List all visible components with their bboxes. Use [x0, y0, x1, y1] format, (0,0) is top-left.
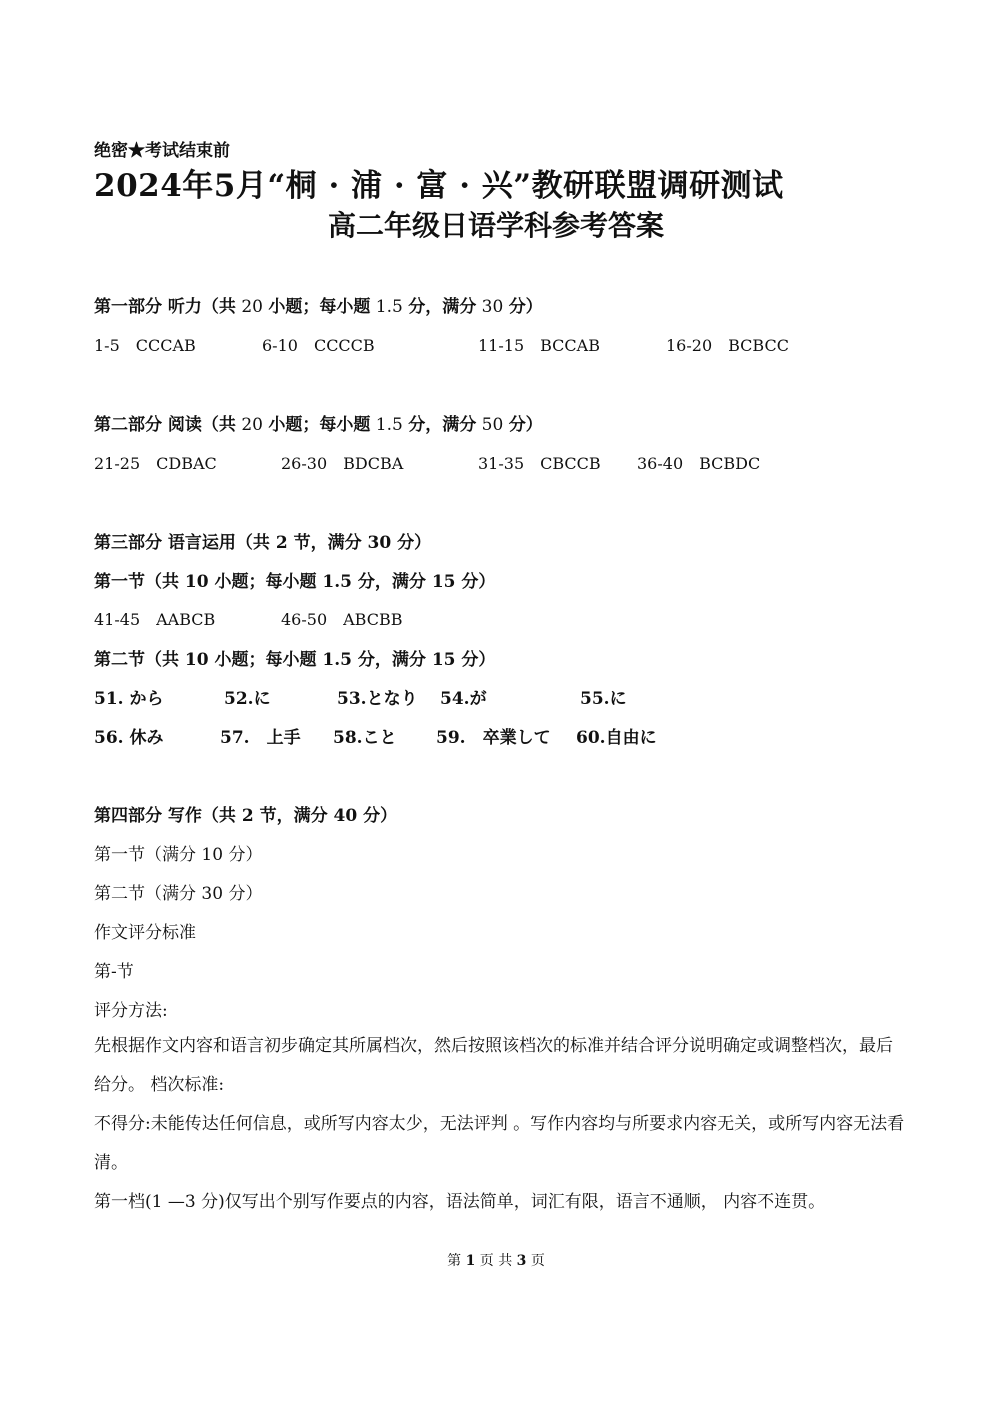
scoring-paragraph: 先根据作文内容和语言初步确定其所属档次，然后按照该档次的标准并结合评分说明确定或调整档次，最后给分。 档次标准: — [94, 1036, 893, 1095]
answer-item: 57. 上手 — [220, 728, 301, 748]
part2-heading: 第二部分 阅读（共 20 小题；每小题 1.5 分，满分 50 分） — [94, 415, 543, 435]
answer-item: 51. から — [94, 689, 164, 709]
answer-item: 53.となり — [337, 689, 418, 709]
answer-item: 60.自由に — [576, 728, 657, 748]
answer-item: 55.に — [580, 689, 627, 709]
answer-group: 46-50 ABCBB — [281, 610, 403, 629]
document-subtitle: 高二年级日语学科参考答案 — [327, 209, 664, 242]
scoring-paragraph: 不得分:未能传达任何信息，或所写内容太少，无法评判 。写作内容均与所要求内容无关，或所写内容无法看清。 — [94, 1114, 905, 1173]
answer-item: 59. 卒業して — [436, 728, 551, 748]
document-title: 2024年5月“桐 · 浦 · 富 · 兴”教研联盟调研测试 — [94, 168, 784, 204]
part1-heading: 第一部分 听力（共 20 小题；每小题 1.5 分，满分 30 分） — [94, 297, 543, 317]
part3-section1-heading: 第一节（共 10 小题；每小题 1.5 分，满分 15 分） — [94, 572, 496, 592]
page-number: 1 — [465, 1253, 476, 1269]
total-pages: 3 — [516, 1253, 527, 1269]
part4-line: 第一节（满分 10 分） — [94, 845, 263, 865]
answer-group: 16-20 BCBCC — [666, 336, 789, 355]
part4-line: 评分方法: — [94, 1001, 168, 1021]
part4-heading: 第四部分 写作（共 2 节，满分 40 分） — [94, 806, 398, 826]
answer-group: 1-5 CCCAB — [94, 336, 196, 355]
part2-answers — [94, 451, 914, 475]
answer-group: 11-15 BCCAB — [478, 336, 600, 355]
part4-line: 作文评分标准 — [94, 923, 196, 943]
answer-item: 56. 休み — [94, 728, 164, 748]
answer-group: 21-25 CDBAC — [94, 454, 217, 473]
part3-section2-heading: 第二节（共 10 小题；每小题 1.5 分，满分 15 分） — [94, 650, 496, 670]
answer-group: 31-35 CBCCB — [478, 454, 601, 473]
part3-heading: 第三部分 语言运用（共 2 节，满分 30 分） — [94, 533, 432, 553]
answer-item: 54.が — [440, 689, 487, 709]
answer-group: 41-45 AABCB — [94, 610, 216, 629]
scoring-paragraph: 第一档(1 —3 分)仅写出个别写作要点的内容，语法简单，词汇有限，语言不通顺， 内容不连贯。 — [94, 1192, 826, 1212]
part1-answers — [94, 333, 914, 357]
answer-item: 52.に — [224, 689, 271, 709]
answer-group: 26-30 BDCBA — [281, 454, 404, 473]
answer-group: 6-10 CCCCB — [262, 336, 375, 355]
part4-line: 第二节（满分 30 分） — [94, 884, 263, 904]
answer-group: 36-40 BCBDC — [637, 454, 761, 473]
part3-section2-answers-row2 — [94, 723, 914, 747]
part3-section1-answers — [94, 607, 914, 631]
confidential-label: 绝密★考试结束前 — [94, 141, 230, 161]
answer-item: 58.こと — [333, 728, 397, 748]
part4-line: 第-节 — [94, 962, 134, 982]
part3-section2-answers-row1 — [94, 684, 914, 708]
page-footer: 第 1 页 共 3 页 — [447, 1253, 545, 1269]
